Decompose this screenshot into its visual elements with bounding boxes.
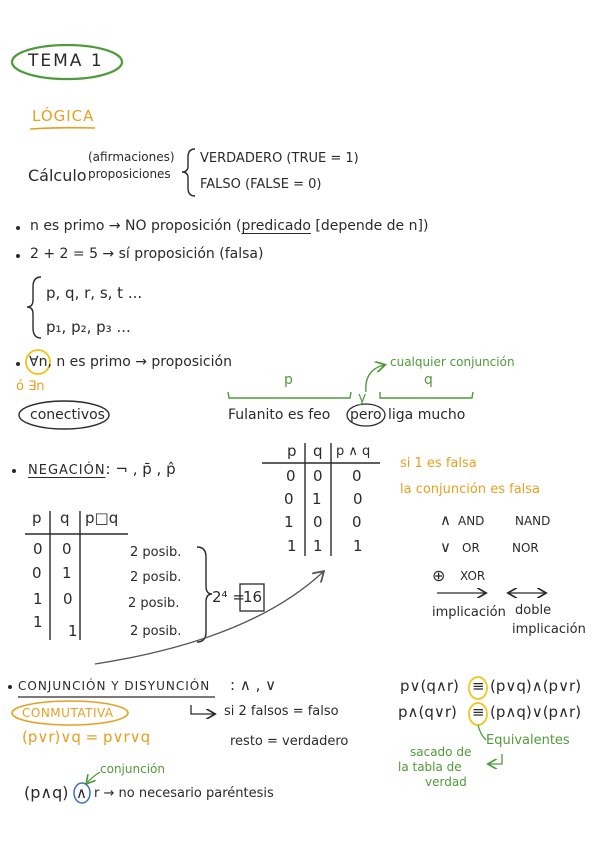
reference-arrow <box>95 572 323 664</box>
equivalence-source: la tabla de <box>398 760 462 774</box>
possibilities-brace <box>197 547 212 642</box>
associative-operator: ∧ <box>76 784 87 802</box>
generic-table-cell: 1 <box>33 590 43 608</box>
not-proposition-line <box>30 219 428 233</box>
quantifier-text: , n es primo → proposición <box>47 354 232 370</box>
and-table-header: q <box>313 442 323 460</box>
and-note-line: si 1 es falsa <box>400 456 477 471</box>
hook-arrow <box>191 705 214 714</box>
sentence-end: liga mucho <box>388 407 466 423</box>
possibility-count: 2 posib. <box>128 596 180 611</box>
section-title-underline <box>30 128 95 129</box>
and-table-cell: 1 <box>284 513 294 531</box>
xor-symbol: ⊕ <box>432 566 446 585</box>
distributive-left: p∧(q∨r) <box>398 703 457 721</box>
and-note-line: la conjunción es falsa <box>400 482 541 497</box>
and-table-cell: 0 <box>352 467 362 485</box>
variables-indexed: p₁, p₂, p₃ ... <box>46 318 131 336</box>
distributive-right: (p∧q)∨(p∧r) <box>490 703 582 721</box>
sentence-start: Fulanito es feo <box>228 407 331 423</box>
negation-line <box>28 462 176 477</box>
possibility-count: 2 posib. <box>130 570 182 585</box>
total-value: 16 <box>243 588 263 606</box>
nor-name: NOR <box>512 541 539 555</box>
equivalence-symbol: ≡ <box>472 703 485 721</box>
connector-note: cualquier conjunción <box>390 355 515 369</box>
associative-group: (p∧q) <box>24 783 69 802</box>
and-table-cell: 0 <box>286 467 296 485</box>
bullet <box>16 254 20 258</box>
negation-title: NEGACIÓN <box>28 463 106 478</box>
forall-symbol: ∀n <box>29 354 48 370</box>
equivalent-label: Equivalentes <box>486 733 570 748</box>
y-label: y <box>358 390 367 406</box>
commutative-label: CONMUTATIVA <box>22 706 114 720</box>
double-implication-label: doble <box>515 603 552 618</box>
generic-table-cell: 1 <box>62 564 72 582</box>
and-table-cell: 0 <box>284 490 294 508</box>
p-label: p <box>284 372 293 388</box>
connectives-label: conectivos <box>30 407 105 423</box>
bullet <box>8 685 12 689</box>
generic-table-header: p□q <box>85 509 119 527</box>
and-table-cell: 0 <box>313 513 323 531</box>
exists-alternative: ó ∃n <box>16 379 45 394</box>
possibility-count: 2 posib. <box>130 624 182 639</box>
conjunction-note: conjunción <box>100 762 165 776</box>
conj-disj-symbols: : ∧ , ∨ <box>230 676 277 694</box>
or-name: OR <box>462 541 480 555</box>
equivalence-source: verdad <box>425 775 467 789</box>
and-table-cell: 1 <box>312 490 322 508</box>
table-source-arrow <box>489 754 502 764</box>
nand-name: NAND <box>515 514 551 528</box>
and-table-cell: 1 <box>287 537 297 555</box>
variables-simple: p, q, r, s, t ... <box>46 284 143 302</box>
possibility-count: 2 posib. <box>130 545 182 560</box>
and-name: AND <box>458 514 485 528</box>
and-table-cell: 0 <box>353 490 363 508</box>
generic-table-cell: 0 <box>33 540 43 558</box>
rule-rest: resto = verdadero <box>230 734 349 749</box>
double-implication-label: implicación <box>512 622 586 637</box>
equivalence-symbol: ≡ <box>472 677 485 695</box>
generic-table-header: q <box>60 509 70 527</box>
generic-table-cell: 1 <box>33 613 43 631</box>
total-expression: 2⁴ = <box>212 588 245 606</box>
conjunction-note-arrow <box>87 772 100 783</box>
bullet <box>12 469 16 473</box>
calculo-label: Cálculo <box>28 166 87 185</box>
commutative-example: (p∨r)∨q = p∨r∨q <box>22 728 151 746</box>
implication-label: implicación <box>432 605 506 620</box>
truth-values-brace <box>182 149 195 196</box>
true-value-line: VERDADERO (TRUE = 1) <box>200 151 359 166</box>
associative-rest: r → no necesario paréntesis <box>94 786 274 801</box>
and-table-header: p <box>287 442 297 460</box>
generic-table-cell: 1 <box>68 622 78 640</box>
calculo-paren: (afirmaciones) <box>88 150 175 164</box>
false-value-line: FALSO (FALSE = 0) <box>200 177 322 192</box>
xor-name: XOR <box>460 569 486 583</box>
not-proposition-suffix: [depende de n]) <box>310 218 429 234</box>
distributive-right: (p∨q)∧(p∨r) <box>490 677 582 695</box>
q-label: q <box>424 372 433 388</box>
page-title: TEMA 1 <box>28 51 104 71</box>
calculo-sub: proposiciones <box>88 167 171 181</box>
is-proposition-line: 2 + 2 = 5 → sí proposición (falsa) <box>30 246 264 262</box>
connector-arrow <box>366 365 384 392</box>
p-bracket <box>228 392 351 398</box>
negation-symbols: : ¬ , p̄ , p̂ <box>105 460 176 478</box>
generic-table-cell: 0 <box>63 590 73 608</box>
and-table-cell: 0 <box>313 467 323 485</box>
quantifier-line <box>29 355 232 369</box>
generic-table-cell: 0 <box>32 564 42 582</box>
and-symbol: ∧ <box>440 511 451 529</box>
not-proposition-text: n es primo → NO proposición ( <box>30 218 242 234</box>
bullet <box>16 362 20 366</box>
variables-brace <box>27 277 41 338</box>
generic-table-header: p <box>32 509 42 527</box>
equivalent-link <box>478 725 486 740</box>
and-table-cell: 0 <box>352 513 362 531</box>
and-table-header: p ∧ q <box>336 444 371 459</box>
distributive-left: p∨(q∧r) <box>400 677 459 695</box>
conj-disj-title: CONJUNCIÓN Y DISYUNCIÓN <box>18 679 211 693</box>
rule-false: si 2 falsos = falso <box>224 704 339 719</box>
generic-table-cell: 0 <box>62 540 72 558</box>
or-symbol: ∨ <box>440 538 451 556</box>
and-table-cell: 1 <box>313 537 323 555</box>
equivalence-source: sacado de <box>410 745 472 759</box>
predicate-word: predicado <box>241 218 311 234</box>
and-table-cell: 1 <box>353 537 363 555</box>
sentence-connector: pero <box>350 407 382 423</box>
section-title: LÓGICA <box>32 107 95 125</box>
bullet <box>16 226 20 230</box>
q-bracket <box>380 392 473 398</box>
